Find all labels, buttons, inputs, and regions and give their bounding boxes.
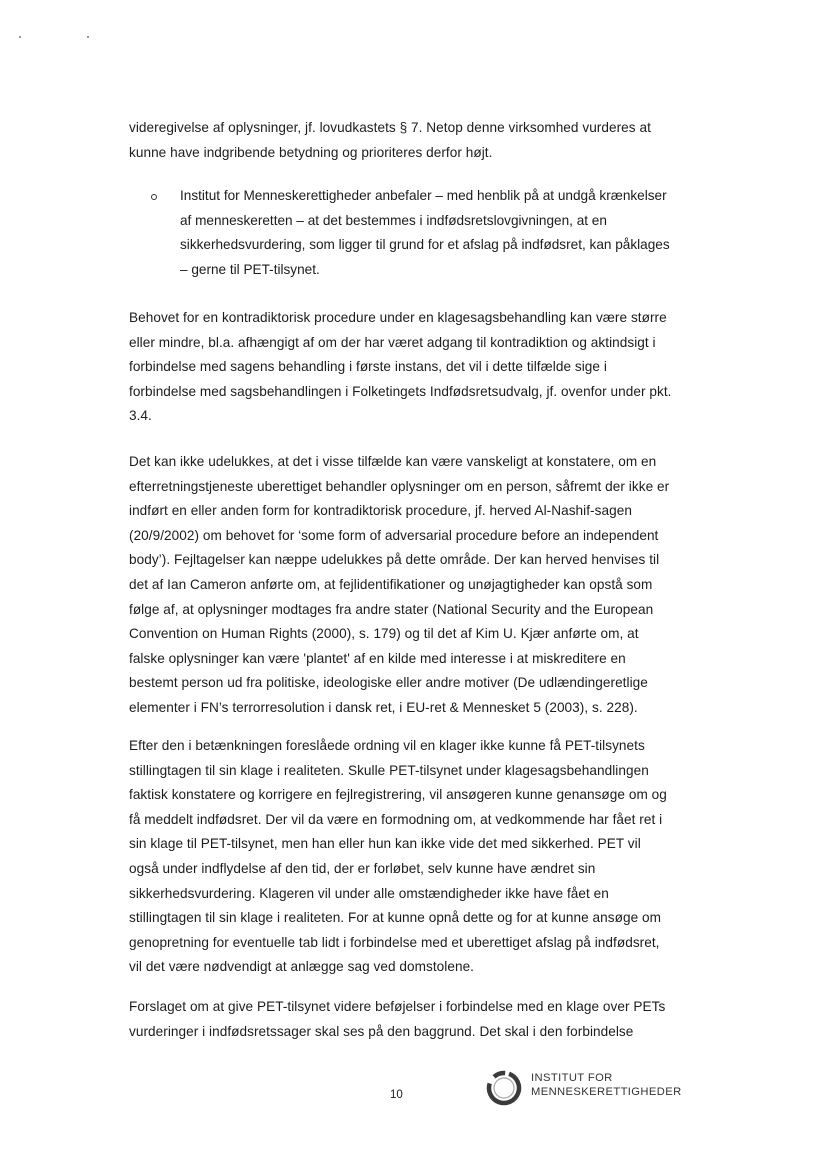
text-line: sin klage til PET-tilsynet, men han eller hun kan ikke vide det med sikkerhed. PET vil (129, 836, 641, 852)
text-line: vurderinger i indfødsretssager skal ses på den baggrund. Det skal i den forbindelse (129, 1023, 634, 1039)
circle-bullet-icon (151, 194, 157, 200)
paragraph (129, 734, 689, 980)
text-line: elementer i FN’s terrorresolution i dansk ret, i EU-ret & Mennesket 5 (2003), s. 228). (129, 699, 638, 715)
text-line: genopretning for eventuelle tab lidt i forbindelse med et uberettiget afslag på indfødsret, (129, 934, 660, 950)
text-line: Efter den i betænkningen foreslåede ordning vil en klager ikke kunne få PET-tilsynets (129, 738, 645, 753)
text-line: følge af, at oplysninger modtages fra andre stater (National Security and the European (129, 601, 654, 617)
text-line: body’). Fejltagelser kan næppe udelukkes på dette område. Der kan herved henvises til (129, 552, 660, 568)
text-line: eller mindre, bl.a. afhængigt af om der har været adgang til kontradiktion og aktindsigt i (129, 334, 656, 350)
paragraph (129, 306, 689, 429)
text-line: efterretningstjeneste uberettiget behandler oplysninger om en person, såfremt der ikke er (129, 478, 670, 494)
text-line: Convention on Human Rights (2000), s. 179) og til det af Kim U. Kjær anførte om, at (129, 626, 639, 642)
paragraph (129, 116, 689, 165)
logo-text (531, 1071, 682, 1099)
text-line: forbindelse med sagens behandling i første instans, det vil i dette tilfælde sige i (129, 359, 607, 375)
text-line: Behovet for en kontradiktorisk procedure under en klagesagsbehandling kan være større (129, 310, 667, 325)
text-line: stillingtagen til sin klage i realiteten. For at kunne opnå dette og for at kunne ansøge om (129, 910, 662, 926)
logo-line-2: MENNESKERETTIGHEDER (531, 1086, 682, 1098)
text-line: falske oplysninger kan være 'plantet' af en kilde med interesse i at miskreditere en (129, 650, 626, 666)
text-line: af menneskeretten – at det bestemmes i indfødsretslovgivningen, at en (180, 212, 607, 228)
text-line: få meddelt indfødsret. Der vil da være en formodning om, at vedkommende har fået ret i (129, 811, 663, 827)
text-line: sikkerhedsvurdering. Klageren vil under alle omstændigheder ikke have fået en (129, 885, 609, 901)
text-line: kunne have indgribende betydning og prioriteres derfor højt. (129, 144, 493, 160)
scan-speck (19, 36, 21, 38)
bullet-text (180, 184, 700, 282)
text-line: indført en eller anden form for kontradiktorisk procedure, jf. herved Al-Nashif-sagen (129, 503, 632, 519)
text-line: faktisk konstatere og korrigere en fejlregistrering, vil ansøgeren kunne genansøge om og (129, 787, 667, 803)
text-line: (20/9/2002) om behovet for ‘some form of adversarial procedure before an independent (129, 527, 659, 543)
paragraph (129, 450, 689, 721)
text-line: – gerne til PET-tilsynet. (180, 261, 320, 277)
institute-logo-icon (484, 1068, 524, 1108)
text-line: det af Ian Cameron anførte om, at fejlidentifikationer og unøjagtigheder kan opstå som (129, 576, 653, 592)
text-line: stillingtagen til sin klage i realiteten. Skulle PET-tilsynet under klagesagsbehandlingen (129, 762, 649, 778)
text-line: Institut for Menneskerettigheder anbefaler – med henblik på at undgå krænkelser (180, 188, 667, 203)
institute-logo (484, 1066, 694, 1106)
page-number: 10 (390, 1089, 403, 1101)
text-line: vil det være nødvendigt at anlægge sag ved domstolene. (129, 959, 475, 975)
text-line: forbindelse med sagsbehandlingen i Folketingets Indfødsretsudvalg, jf. ovenfor under pkt. (129, 383, 672, 399)
text-line: sikkerhedsvurdering, som ligger til grund for et afslag på indfødsret, kan påklages (180, 237, 670, 253)
logo-line-1: INSTITUT FOR (531, 1072, 613, 1084)
text-line: 3.4. (129, 408, 152, 424)
text-line: Forslaget om at give PET-tilsynet videre beføjelser i forbindelse med en klage over PETs (129, 999, 666, 1014)
text-line: videregivelse af oplysninger, jf. lovudkastets § 7. Netop denne virksomhed vurderes at (129, 120, 651, 135)
text-line: bestemt person ud fra politiske, ideologiske eller andre motiver (De udlændingeretlige (129, 675, 648, 691)
scan-speck (87, 36, 89, 38)
text-line: Det kan ikke udelukkes, at det i visse tilfælde kan være vanskeligt at konstatere, om en (129, 454, 657, 469)
text-line: også under indflydelse af den tid, der er forløbet, selv kunne have ændret sin (129, 860, 596, 876)
paragraph (129, 995, 689, 1044)
